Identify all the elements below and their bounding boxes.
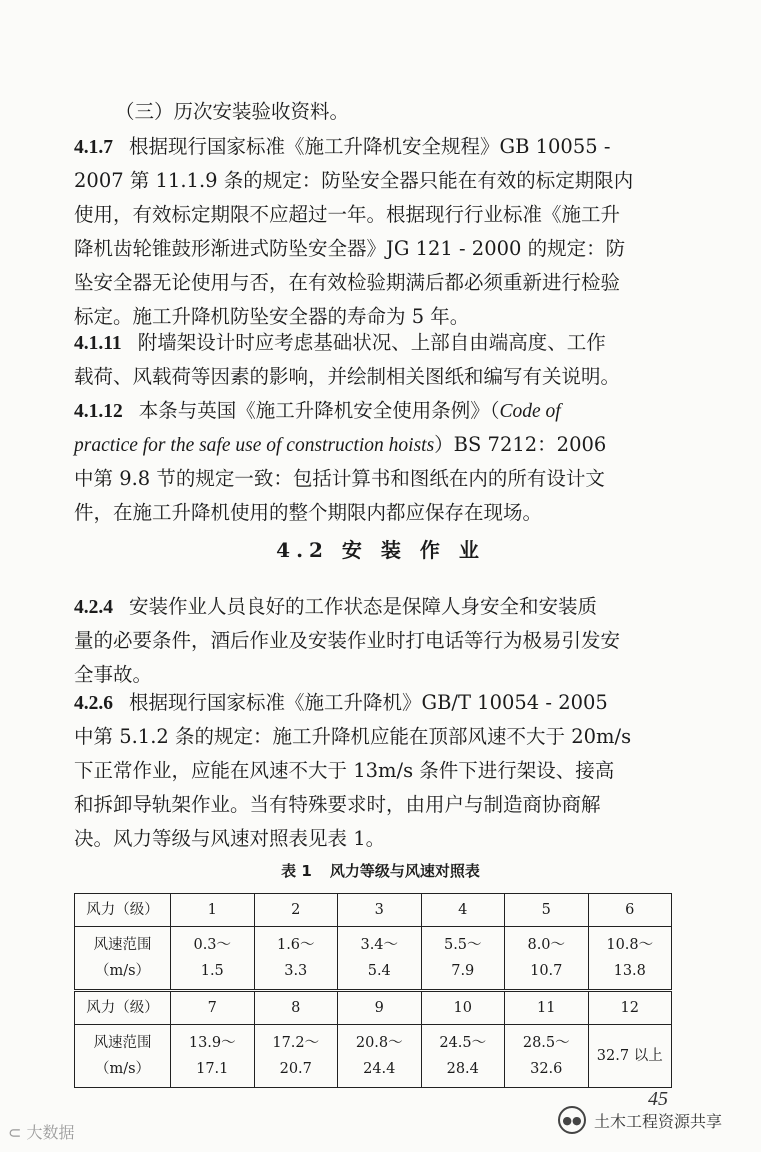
- clause-4-2-6-line: 和拆卸导轨架作业。当有特殊要求时，由用户与制造商协商解: [74, 793, 601, 816]
- clause-4-1-7-line: [74, 130, 694, 165]
- table-cell: 32.7 以上: [588, 1025, 672, 1088]
- clause-text: 安装作业人员良好的工作状态是保障人身安全和安装质: [129, 595, 598, 618]
- table-cell: 4: [421, 894, 505, 927]
- table-cell: 8: [254, 991, 338, 1025]
- table-cell: 3: [338, 894, 422, 927]
- table-cell: 10.8～ 13.8: [588, 927, 672, 991]
- clause-4-1-7-line: 标定。施工升降机防坠安全器的寿命为 5 年。: [74, 305, 470, 328]
- table-cell: 5.5～ 7.9: [421, 927, 505, 991]
- clause-4-1-12-line: 中第 9.8 节的规定一致：包括计算书和图纸在内的所有设计文: [74, 467, 605, 490]
- table-cell: 10: [421, 991, 505, 1025]
- watermark-logo-icon: ⊂: [8, 1123, 27, 1142]
- table-cell: 17.2～ 20.7: [254, 1025, 338, 1088]
- table-cell: 6: [588, 894, 672, 927]
- clause-text: 根据现行国家标准《施工升降机》GB/T 10054 - 2005: [129, 691, 608, 714]
- watermark-left: ⊂ 大数据: [8, 1123, 75, 1142]
- table-cell: 13.9～ 17.1: [171, 1025, 255, 1088]
- intro-paragraph: （三）历次安装验收资料。: [115, 100, 350, 123]
- clause-4-1-11-line: 载荷、风载荷等因素的影响，并绘制相关图纸和编写有关说明。: [74, 365, 621, 388]
- table-caption-title: 风力等级与风速对照表: [329, 862, 480, 880]
- clause-4-2-6-line: 决。风力等级与风速对照表见表 1。: [74, 827, 386, 850]
- row-label-speed: [75, 927, 171, 991]
- clause-text: 本条与英国《施工升降机安全使用条例》（: [138, 399, 500, 422]
- row-label-text: 风速范围: [93, 1035, 152, 1051]
- table-cell: 24.5～ 28.4: [421, 1025, 505, 1088]
- clause-text-italic: practice for the safe use of construction hoists: [74, 435, 435, 456]
- row-label-unit: （m/s）: [94, 963, 151, 979]
- clause-4-1-7-line: 降机齿轮锥鼓形渐进式防坠安全器》JG 121 - 2000 的规定：防: [74, 237, 626, 260]
- clause-number: 4.1.7: [74, 137, 113, 158]
- clause-text: 附墙架设计时应考虑基础状况、上部自由端高度、工作: [137, 331, 606, 354]
- table-cell: 0.3～ 1.5: [171, 927, 255, 991]
- clause-4-1-12-line: [74, 428, 694, 463]
- clause-4-1-7-line: 坠安全器无论使用与否，在有效检验期满后都必须重新进行检验: [74, 271, 621, 294]
- clause-number: 4.2.4: [74, 597, 113, 618]
- clause-4-1-12-line: [74, 394, 694, 429]
- table-cell: 9: [338, 991, 422, 1025]
- row-label-text: 风速范围: [93, 937, 152, 953]
- table-caption-number: 表 1: [281, 862, 312, 880]
- table-cell: 1.6～ 3.3: [254, 927, 338, 991]
- table-cell: 8.0～ 10.7: [505, 927, 589, 991]
- table-cell: 28.5～ 32.6: [505, 1025, 589, 1088]
- table-cell: 5: [505, 894, 589, 927]
- row-label-speed: [75, 1025, 171, 1088]
- watermark-right: [558, 1106, 722, 1134]
- clause-number: 4.2.6: [74, 693, 113, 714]
- table-caption: [0, 860, 761, 881]
- table-cell: 12: [588, 991, 672, 1025]
- table-cell: 11: [505, 991, 589, 1025]
- clause-4-1-12-line: 件，在施工升降机使用的整个期限内都应保存在现场。: [74, 501, 543, 524]
- clause-4-2-6-line: [74, 686, 694, 721]
- clause-text-italic: Code of: [499, 401, 561, 422]
- clause-4-2-6-line: 下正常作业，应能在风速不大于 13m/s 条件下进行架设、接高: [74, 759, 615, 782]
- clause-4-2-4-line: 量的必要条件，酒后作业及安装作业时打电话等行为极易引发安: [74, 629, 621, 652]
- table-cell: 7: [171, 991, 255, 1025]
- wechat-icon: ●●: [558, 1106, 586, 1134]
- table-row: [75, 894, 672, 927]
- table-row: [75, 927, 672, 991]
- clause-4-1-11-line: [74, 326, 694, 361]
- clause-4-2-4-line: [74, 590, 694, 625]
- clause-4-2-6-line: 中第 5.1.2 条的规定：施工升降机应能在顶部风速不大于 20m/s: [74, 725, 632, 748]
- section-heading: 4.2 安 装 作 业: [276, 538, 485, 562]
- table-cell: 20.8～ 24.4: [338, 1025, 422, 1088]
- row-label-force: 风力（级）: [75, 991, 171, 1025]
- clause-number: 4.1.12: [74, 401, 123, 422]
- wind-speed-table: [74, 893, 672, 1088]
- clause-text: ）BS 7212：2006: [434, 433, 607, 456]
- clause-4-2-4-line: 全事故。: [74, 663, 153, 686]
- table-row: [75, 991, 672, 1025]
- table-cell: 3.4～ 5.4: [338, 927, 422, 991]
- page-number: 45: [648, 1088, 668, 1110]
- watermark-text: 土木工程资源共享: [594, 1111, 723, 1131]
- row-label-unit: （m/s）: [94, 1061, 151, 1077]
- table-row: [75, 1025, 672, 1088]
- clause-number: 4.1.11: [74, 333, 122, 354]
- clause-text: 根据现行国家标准《施工升降机安全规程》GB 10055 -: [129, 135, 611, 158]
- clause-4-1-7-line: 使用，有效标定期限不应超过一年。根据现行行业标准《施工升: [74, 203, 621, 226]
- clause-4-1-7-line: 2007 第 11.1.9 条的规定：防坠安全器只能在有效的标定期限内: [74, 169, 634, 192]
- row-label-force: 风力（级）: [75, 894, 171, 927]
- table-cell: 2: [254, 894, 338, 927]
- table-cell: 1: [171, 894, 255, 927]
